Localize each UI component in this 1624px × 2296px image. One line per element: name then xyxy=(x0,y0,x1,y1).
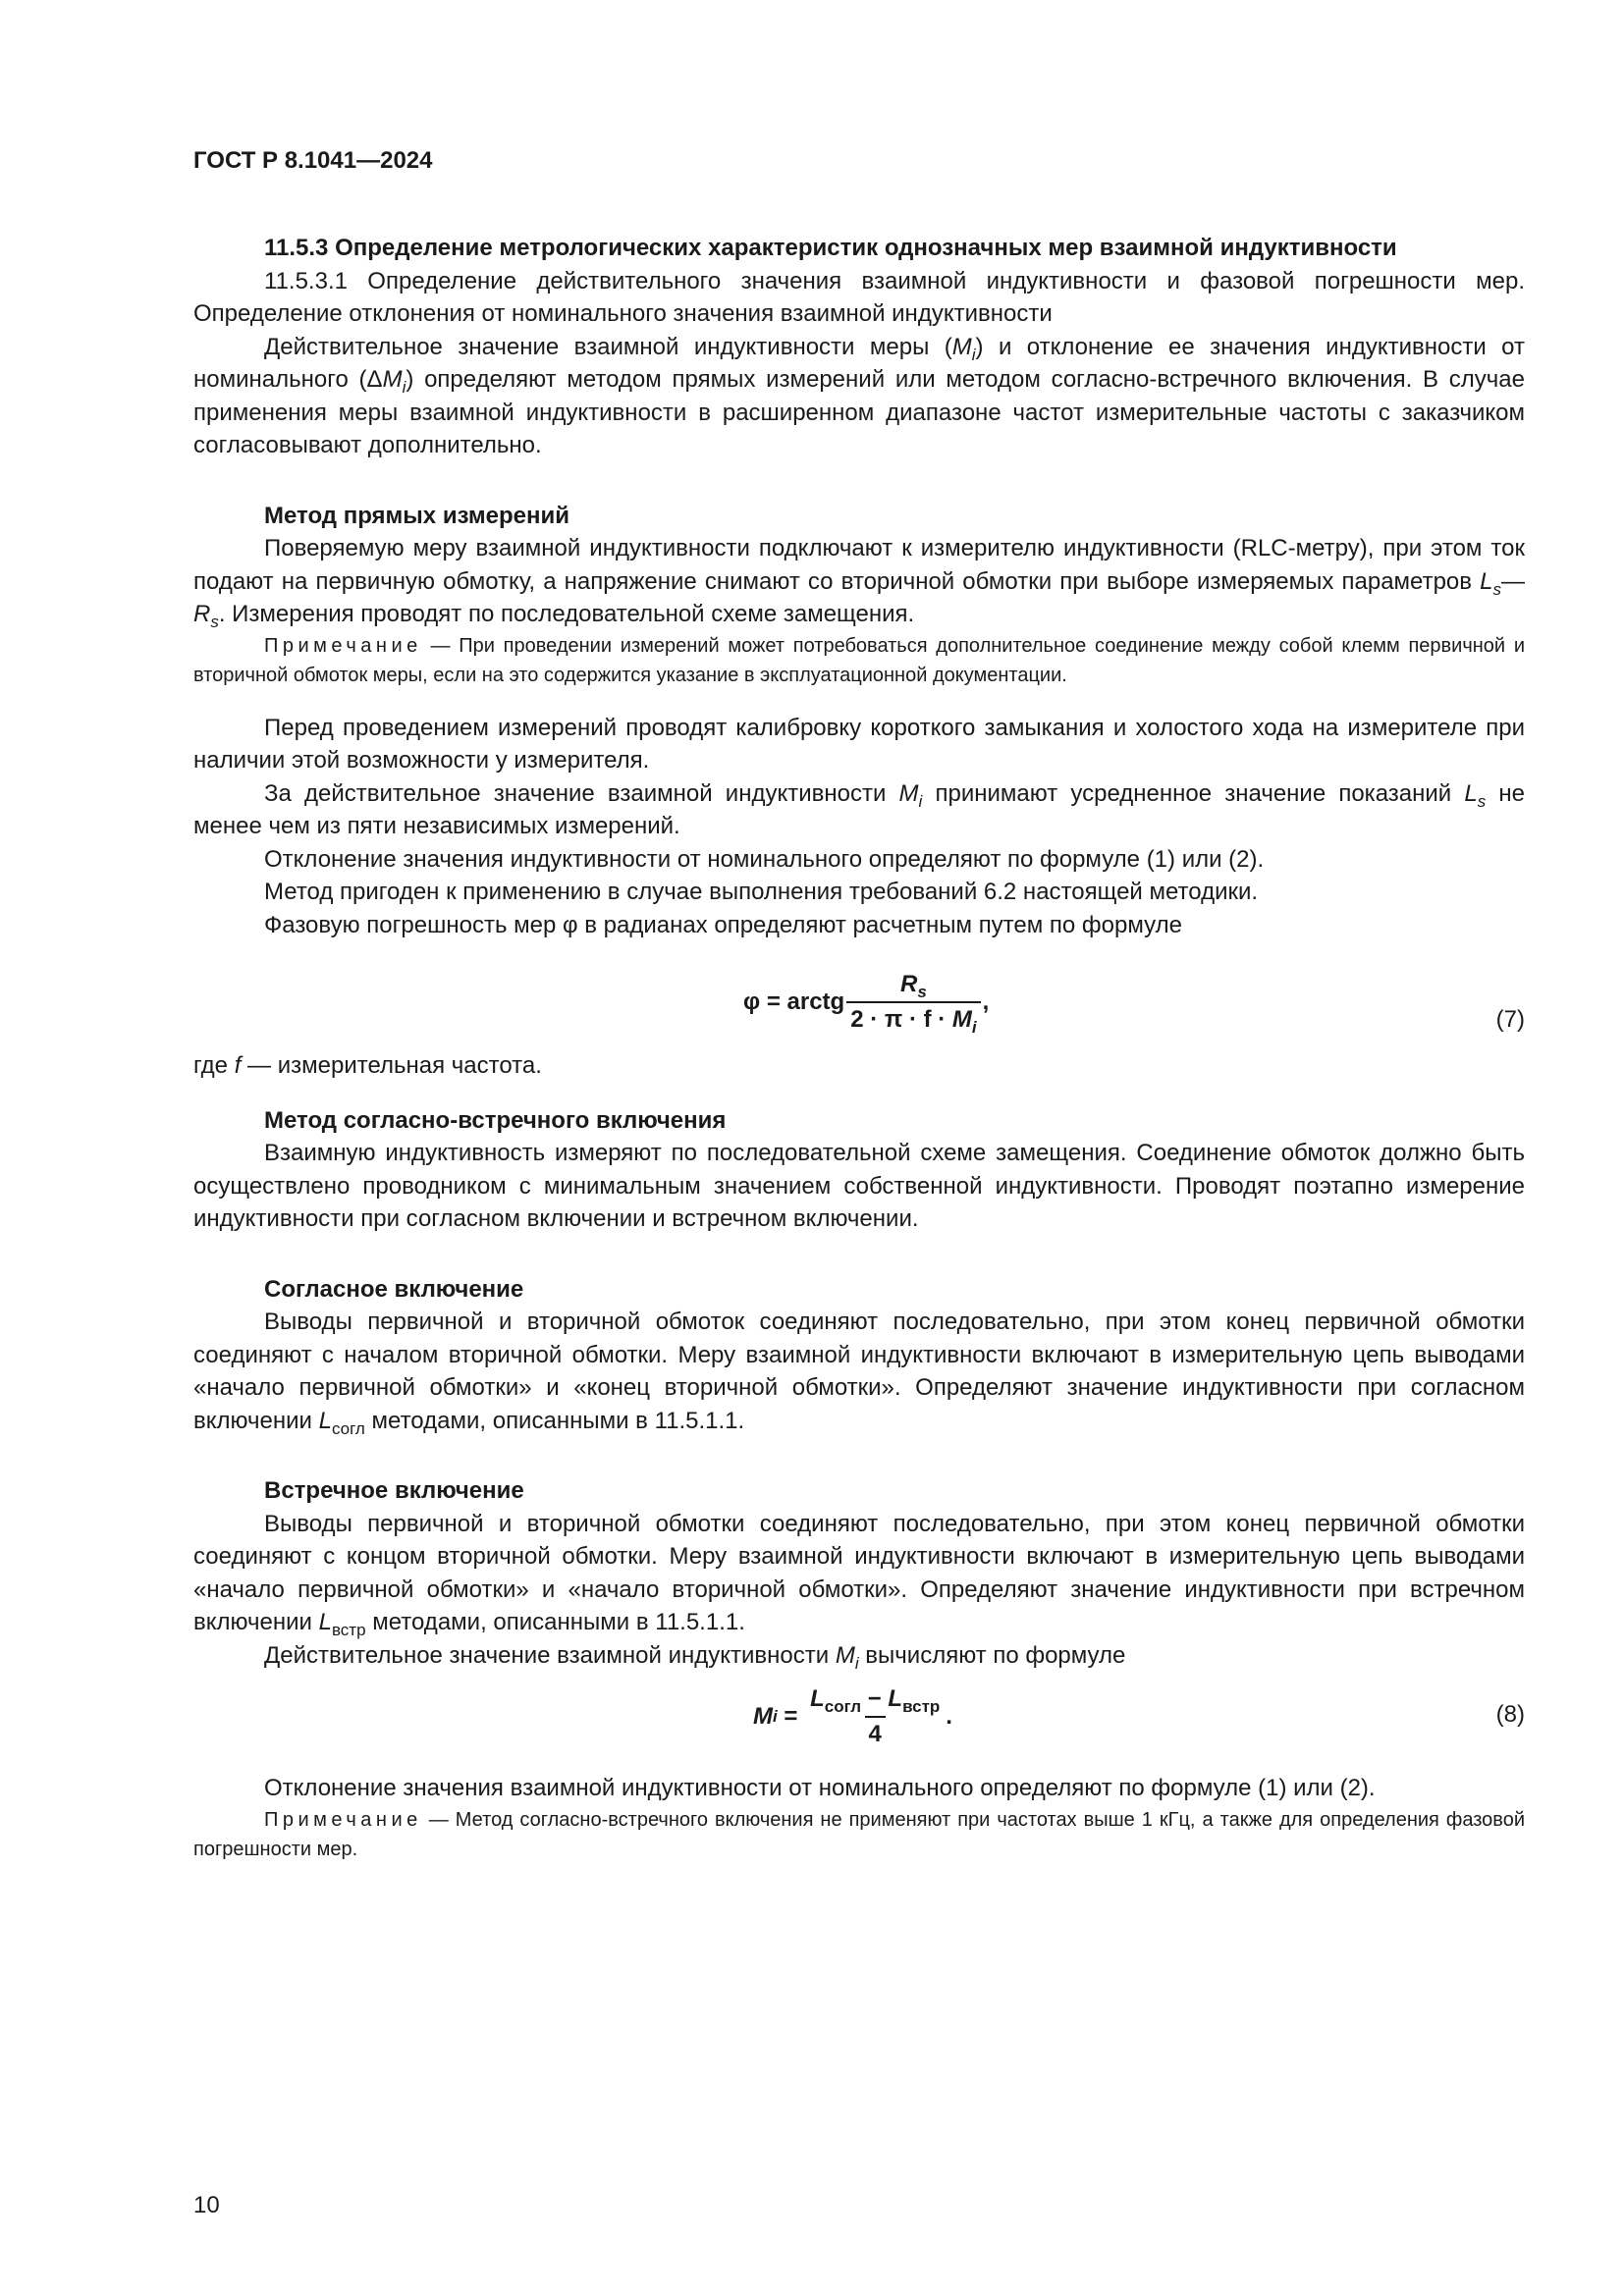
opposing-paragraph-1: Выводы первичной и вторичной обмотки соединяют последовательно, при этом конец первичной обмотки соединяют с концом вторичной обмотки. Меру взаимной индуктивности включают в измерительную цепь выводами «начало первичной обмотки» и «начало вторичной обмотки». Определяют значение индуктивности при встречном включении $L_{встр}$ методами, описанными в 11.5.1.1. xyxy=(193,1510,1525,1639)
direct-paragraph-3: За действительное значение взаимной индуктивности $M_i$ принимают усредненное значение показаний $L_s$ не менее чем из пяти независимых измерений. xyxy=(193,779,1525,839)
opposing-paragraph-2: Действительное значение взаимной индуктивности $M_i$ вычисляют по формуле xyxy=(264,1641,1126,1673)
section-title: 11.5.3 Определение метрологических характеристик однозначных мер взаимной индуктивности xyxy=(264,235,1397,261)
note-label: Примечание xyxy=(264,634,422,657)
subsection-title: 11.5.3.1 Определение действительного значения взаимной индуктивности и фазовой погрешности мер. Определение отклонения от номинального значения взаимной индуктивности xyxy=(193,267,1525,327)
page-number: 10 xyxy=(193,2192,220,2218)
where-clause: где f — измерительная частота. xyxy=(193,1052,542,1079)
combined-method-heading: Метод согласно-встречного включения xyxy=(264,1106,727,1134)
page-content xyxy=(193,147,1525,1864)
combined-paragraph: Взаимную индуктивность измеряют по последовательной схеме замещения. Соединение обмоток должно быть осуществлено проводником с минимальным значением собственной индуктивности. Проводят поэтапно измерение индуктивности при согласном включении и встречном включении. xyxy=(193,1140,1525,1232)
formula-8: M i = $\frac{L_{согл} - L_{встр}}{4}$ . xyxy=(753,1685,952,1747)
closing-note: Примечание — Метод согласно-встречного включения не применяют при частотах выше 1 кГц, а также для определения фазовой погрешности мер. xyxy=(193,1808,1525,1860)
direct-paragraph-4: Отклонение значения индуктивности от номинального определяют по формуле (1) или (2). xyxy=(264,845,1265,873)
direct-paragraph-5: Метод пригоден к применению в случае выполнения требований 6.2 настоящей методики. xyxy=(264,879,1259,905)
formula-7-fraction: $\frac{R_s}{2 \cdot \pi \cdot f \cdot M_i}$ xyxy=(846,971,980,1034)
formula-8-row xyxy=(193,1672,1525,1750)
direct-paragraph-2: Перед проведением измерений проводят калибровку короткого замыкания и холостого хода на измерителе при наличии этой возможности у измерителя. xyxy=(193,714,1525,774)
formula-7-row xyxy=(193,941,1525,1049)
direct-paragraph-6: Фазовую погрешность мер φ в радианах определяют расчетным путем по формуле xyxy=(264,911,1182,938)
direct-paragraph-1: Поверяемую меру взаимной индуктивности подключают к измерителю индуктивности (RLC-метру), при этом ток подают на первичную обмотку, а напряжение снимают со вторичной обмотки при выборе измеряемых параметров $L_s—R_s$. Измерения проводят по последовательной схеме замещения. xyxy=(193,535,1525,631)
opposing-heading: Встречное включение xyxy=(264,1477,524,1504)
series-paragraph: Выводы первичной и вторичной обмоток соединяют последовательно, при этом конец первичной обмотки соединяют с началом вторичной обмотки. Меру взаимной индуктивности включают в измерительную цепь выводами «начало первичной обмотки» и «конец вторичной обмотки». Определяют значение индуктивности при согласном включении $L_{согл}$ методами, описанными в 11.5.1.1. xyxy=(193,1308,1525,1438)
intro-paragraph: Действительное значение взаимной индуктивности меры $(M_i)$ и отклонение ее значения индуктивности от номинального $(\Delta M_i)$ определяют методом прямых измерений или методом согласно-встречного включения. В случае применения меры взаимной индуктивности в расширенном диапазоне частот измерительные частоты с заказчиком согласовывают дополнительно. xyxy=(193,333,1525,458)
standard-header: ГОСТ Р 8.1041—2024 xyxy=(193,147,433,174)
direct-method-heading: Метод прямых измерений xyxy=(264,502,570,529)
series-heading: Согласное включение xyxy=(264,1275,524,1303)
direct-note: Примечание — При проведении измерений может потребоваться дополнительное соединение между собой клемм первичной и вторичной обмоток меры, если на это содержится указание в эксплуатационной документации. xyxy=(193,634,1525,686)
formula-7: φ = arctg $\frac{R_s}{2 \cdot \pi \cdot f \cdot M_i}$ , xyxy=(743,971,990,1037)
formula-8-fraction: $\frac{L_{согл} - L_{встр}}{4}$ xyxy=(810,1685,941,1747)
note-label: Примечание xyxy=(264,1808,422,1831)
formula-7-number: (7) xyxy=(1495,1006,1525,1033)
closing-paragraph: Отклонение значения взаимной индуктивности от номинального определяют по формуле (1) или (2). xyxy=(264,1775,1376,1801)
formula-8-number: (8) xyxy=(1495,1701,1525,1728)
